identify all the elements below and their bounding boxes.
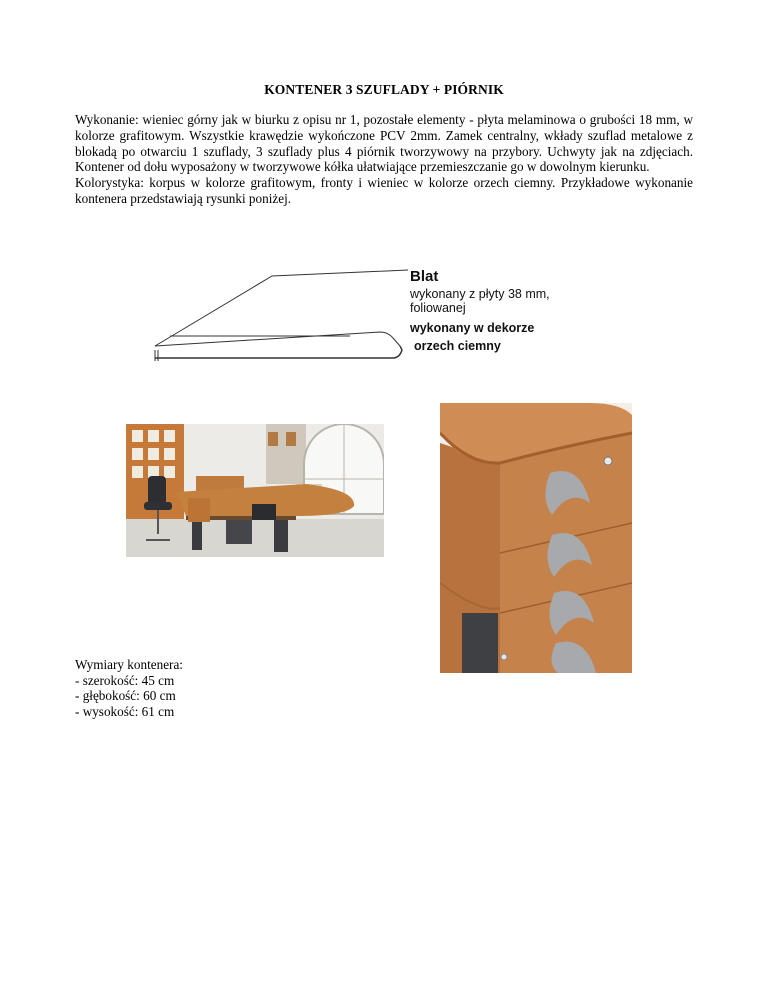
- countertop-label-title: Blat: [410, 268, 439, 285]
- dimensions-list: [75, 657, 183, 719]
- countertop-label-line-4: orzech ciemny: [414, 339, 501, 353]
- description-text: [75, 112, 693, 207]
- countertop-label-line-3: wykonany w dekorze: [410, 321, 535, 335]
- description-paragraph-2: Kolorystyka: korpus w kolorze grafitowym, fronty i wieniec w kolorze orzech ciemny. Przykładowe wykonanie kontenera przedstawiają rysunki poniżej.: [75, 175, 693, 206]
- dimension-depth: - głębokość: 60 cm: [75, 688, 176, 703]
- countertop-label-line-1: wykonany z płyty 38 mm,: [410, 287, 550, 301]
- dimension-width: - szerokość: 45 cm: [75, 672, 175, 688]
- dimensions-heading: Wymiary kontenera:: [75, 657, 183, 672]
- dimension-height: - wysokość: 61 cm: [75, 703, 175, 719]
- countertop-label-line-2: foliowanej: [410, 301, 466, 315]
- cabinet-photo: [440, 403, 632, 673]
- document-title: KONTENER 3 SZUFLADY + PIÓRNIK: [264, 82, 504, 97]
- office-photo: [126, 424, 384, 557]
- countertop-label: [410, 268, 550, 353]
- description-paragraph-1: Wykonanie: wieniec górny jak w biurku z opisu nr 1, pozostałe elementy - płyta melaminowa o grubości 18 mm, w kolorze grafitowym. Wszystkie krawędzie wykończone PCV 2mm. Zamek centralny, wkłady szuflad metalowe z blokadą po otwarciu 1 szuflady, 3 szuflady plus 4 piórnik tworzywowy na przybory. Uchwyty jak na zdjęciach. Kontener od dołu wyposażony w tworzywowe kółka ułatwiające przemieszczanie go w dowolnym kierunku.: [75, 112, 693, 175]
